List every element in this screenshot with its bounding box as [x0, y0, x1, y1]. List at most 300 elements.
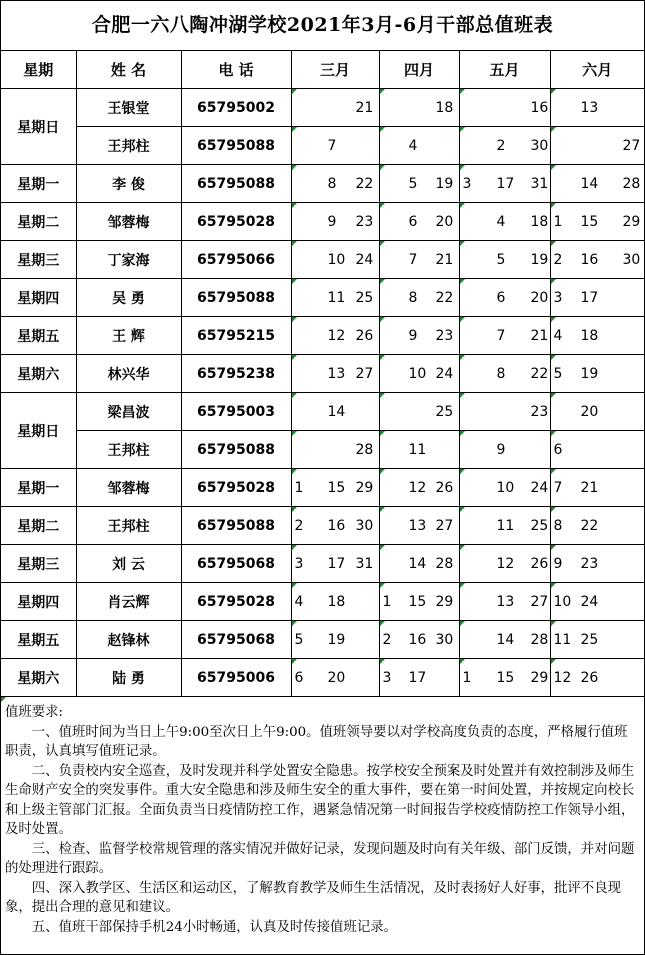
cell-comment-marker: [292, 393, 297, 398]
duty-date: 8: [496, 365, 506, 382]
cell-comment-marker: [460, 621, 465, 626]
duty-date: 28: [355, 441, 374, 458]
march-dates-cell: [291, 89, 379, 127]
table-row: [1, 241, 644, 279]
phone-cell: 65795066: [181, 241, 291, 279]
cell-comment-marker: [380, 279, 385, 284]
duty-date: 18: [327, 593, 346, 610]
duty-date: 16: [530, 99, 549, 116]
cell-comment-marker: [292, 89, 297, 94]
cell-comment-marker: [551, 431, 556, 436]
duty-date: 29: [355, 479, 374, 496]
duty-date: 16: [327, 517, 346, 534]
duty-date: 15: [580, 213, 599, 230]
requirement-item: 五、值班干部保持手机24小时畅通，认真及时传接值班记录。: [31, 919, 397, 935]
weekday-cell: 星期五: [1, 317, 76, 355]
name-cell: 吴 勇: [76, 279, 181, 317]
duty-date: 15: [327, 479, 346, 496]
duty-date: 2: [294, 517, 304, 534]
duty-date: 14: [496, 631, 515, 648]
march-dates-cell: [291, 507, 379, 545]
name-cell: 梁昌波: [76, 393, 181, 431]
header-may: 五月: [459, 51, 550, 89]
march-dates-cell: [291, 355, 379, 393]
march-dates-cell: [291, 203, 379, 241]
cell-comment-marker: [551, 469, 556, 474]
june-dates-cell: [550, 89, 644, 127]
duty-date: 22: [580, 517, 599, 534]
duty-date: 21: [580, 479, 599, 496]
duty-date: 10: [327, 251, 346, 268]
duty-date: 11: [408, 441, 427, 458]
duty-date: 7: [553, 479, 563, 496]
requirement-item: 一、值班时间为当日上午9:00至次日上午9:00。值班领导要以对学校高度负责的态度，严格履行值班职责，认真填写值班记录。: [5, 724, 628, 759]
duty-date: 11: [327, 289, 346, 306]
duty-date: 13: [327, 365, 346, 382]
duty-date: 1: [294, 479, 304, 496]
duty-date: 25: [530, 517, 549, 534]
weekday-cell: 星期二: [1, 203, 76, 241]
duty-date: 26: [435, 479, 454, 496]
name-cell: 邹蓉梅: [76, 203, 181, 241]
duty-date: 9: [496, 441, 506, 458]
duty-date: 19: [580, 365, 599, 382]
march-dates-cell: [291, 165, 379, 203]
duty-date: 22: [530, 365, 549, 382]
duty-date: 15: [496, 669, 515, 686]
may-dates-cell: [459, 393, 550, 431]
cell-comment-marker: [292, 621, 297, 626]
may-dates-cell: [459, 165, 550, 203]
june-dates-cell: [550, 241, 644, 279]
duty-date: 12: [327, 327, 346, 344]
may-dates-cell: [459, 203, 550, 241]
weekday-cell: 星期二: [1, 507, 76, 545]
may-dates-cell: [459, 659, 550, 697]
duty-date: 9: [408, 327, 418, 344]
duty-date: 1: [382, 593, 392, 610]
duty-requirements: [1, 697, 644, 937]
weekday-cell: 星期日: [1, 393, 76, 469]
cell-comment-marker: [292, 203, 297, 208]
cell-comment-marker: [292, 659, 297, 664]
may-dates-cell: [459, 355, 550, 393]
header-name: 姓 名: [76, 51, 181, 89]
duty-date: 4: [408, 137, 418, 154]
april-dates-cell: [379, 393, 459, 431]
june-dates-cell: [550, 469, 644, 507]
weekday-cell: 星期日: [1, 89, 76, 165]
table-row: [1, 89, 644, 127]
duty-date: 11: [553, 631, 572, 648]
duty-date: 30: [530, 137, 549, 154]
requirement-item: 三、检查、监督学校常规管理的落实情况并做好记录，发现问题及时向有关年级、部门反馈，并对问题的处理进行跟踪。: [5, 841, 635, 876]
duty-date: 7: [327, 137, 337, 154]
table-row: [1, 355, 644, 393]
cell-comment-marker: [460, 583, 465, 588]
duty-date: 22: [355, 175, 374, 192]
phone-cell: 65795068: [181, 545, 291, 583]
march-dates-cell: [291, 431, 379, 469]
april-dates-cell: [379, 89, 459, 127]
duty-date: 14: [327, 403, 346, 420]
duty-date: 14: [408, 555, 427, 572]
duty-date: 11: [496, 517, 515, 534]
duty-date: 28: [435, 555, 454, 572]
phone-cell: 65795088: [181, 127, 291, 165]
duty-date: 1: [462, 669, 472, 686]
phone-cell: 65795028: [181, 203, 291, 241]
table-row: [1, 203, 644, 241]
duty-date: 17: [580, 289, 599, 306]
duty-date: 17: [327, 555, 346, 572]
phone-cell: 65795215: [181, 317, 291, 355]
name-cell: 李 俊: [76, 165, 181, 203]
cell-comment-marker: [292, 545, 297, 550]
march-dates-cell: [291, 621, 379, 659]
duty-date: 13: [408, 517, 427, 534]
name-cell: 王邦柱: [76, 507, 181, 545]
duty-date: 14: [580, 175, 599, 192]
cell-comment-marker: [292, 317, 297, 322]
duty-date: 20: [327, 669, 346, 686]
cell-comment-marker: [551, 659, 556, 664]
june-dates-cell: [550, 545, 644, 583]
duty-table-body: [1, 89, 644, 697]
may-dates-cell: [459, 317, 550, 355]
duty-date: 27: [435, 517, 454, 534]
phone-cell: 65795088: [181, 165, 291, 203]
cell-comment-marker: [551, 507, 556, 512]
duty-date: 30: [355, 517, 374, 534]
cell-comment-marker: [551, 279, 556, 284]
duty-date: 12: [408, 479, 427, 496]
cell-comment-marker: [292, 241, 297, 246]
phone-cell: 65795002: [181, 89, 291, 127]
weekday-cell: 星期四: [1, 583, 76, 621]
june-dates-cell: [550, 127, 644, 165]
march-dates-cell: [291, 279, 379, 317]
table-row: [1, 317, 644, 355]
cell-comment-marker: [460, 431, 465, 436]
table-row: [1, 507, 644, 545]
march-dates-cell: [291, 583, 379, 621]
name-cell: 王邦柱: [76, 431, 181, 469]
april-dates-cell: [379, 127, 459, 165]
cell-comment-marker: [551, 583, 556, 588]
cell-comment-marker: [292, 469, 297, 474]
cell-comment-marker: [380, 89, 385, 94]
duty-date: 25: [355, 289, 374, 306]
duty-date: 31: [355, 555, 374, 572]
april-dates-cell: [379, 621, 459, 659]
duty-date: 12: [496, 555, 515, 572]
cell-comment-marker: [380, 127, 385, 132]
duty-date: 21: [530, 327, 549, 344]
duty-date: 6: [496, 289, 506, 306]
cell-comment-marker: [292, 507, 297, 512]
duty-date: 2: [496, 137, 506, 154]
june-dates-cell: [550, 355, 644, 393]
duty-date: 28: [622, 175, 641, 192]
weekday-cell: 星期一: [1, 469, 76, 507]
requirement-item: 二、负责校内安全巡查，及时发现并科学处置安全隐患。按学校安全预案及时处置并有效控制涉及师生生命财产安全的突发事件。重大安全隐患和涉及师生安全的重大事件，要在第一时间处置，并按规定向校长和上级主管部门汇报。全面负责当日疫情防控工作，遇紧急情况第一时间报告学校疫情防控工作领导小组，及时处置。: [5, 763, 635, 837]
duty-date: 30: [622, 251, 641, 268]
april-dates-cell: [379, 165, 459, 203]
duty-date: 26: [530, 555, 549, 572]
name-cell: 丁家海: [76, 241, 181, 279]
phone-cell: 65795088: [181, 279, 291, 317]
duty-date: 9: [553, 555, 563, 572]
march-dates-cell: [291, 469, 379, 507]
march-dates-cell: [291, 545, 379, 583]
duty-date: 21: [435, 251, 454, 268]
duty-date: 27: [622, 137, 641, 154]
duty-date: 30: [435, 631, 454, 648]
june-dates-cell: [550, 279, 644, 317]
duty-date: 28: [530, 631, 549, 648]
cell-comment-marker: [551, 165, 556, 170]
june-dates-cell: [550, 317, 644, 355]
duty-date: 19: [435, 175, 454, 192]
june-dates-cell: [550, 165, 644, 203]
cell-comment-marker: [460, 165, 465, 170]
april-dates-cell: [379, 355, 459, 393]
cell-comment-marker: [551, 127, 556, 132]
cell-comment-marker: [460, 203, 465, 208]
duty-date: 3: [462, 175, 472, 192]
name-cell: 王银堂: [76, 89, 181, 127]
duty-date: 2: [382, 631, 392, 648]
duty-date: 27: [530, 593, 549, 610]
cell-comment-marker: [380, 317, 385, 322]
table-row: [1, 545, 644, 583]
march-dates-cell: [291, 659, 379, 697]
header-phone: 电 话: [181, 51, 291, 89]
duty-date: 24: [435, 365, 454, 382]
june-dates-cell: [550, 583, 644, 621]
april-dates-cell: [379, 545, 459, 583]
april-dates-cell: [379, 241, 459, 279]
phone-cell: 65795088: [181, 507, 291, 545]
may-dates-cell: [459, 469, 550, 507]
may-dates-cell: [459, 431, 550, 469]
duty-date: 25: [580, 631, 599, 648]
april-dates-cell: [379, 431, 459, 469]
duty-date: 6: [553, 441, 563, 458]
duty-date: 20: [435, 213, 454, 230]
march-dates-cell: [291, 393, 379, 431]
duty-date: 10: [553, 593, 572, 610]
june-dates-cell: [550, 203, 644, 241]
duty-date: 18: [530, 213, 549, 230]
april-dates-cell: [379, 469, 459, 507]
weekday-cell: 星期五: [1, 621, 76, 659]
cell-comment-marker: [460, 279, 465, 284]
june-dates-cell: [550, 621, 644, 659]
weekday-cell: 星期四: [1, 279, 76, 317]
cell-comment-marker: [380, 621, 385, 626]
page-title: 合肥一六八陶冲湖学校2021年3月-6月干部总值班表: [1, 1, 644, 51]
duty-date: 19: [530, 251, 549, 268]
duty-date: 26: [580, 669, 599, 686]
phone-cell: 65795068: [181, 621, 291, 659]
duty-date: 5: [553, 365, 563, 382]
name-cell: 陆 勇: [76, 659, 181, 697]
duty-date: 19: [327, 631, 346, 648]
cell-comment-marker: [292, 279, 297, 284]
cell-comment-marker: [380, 469, 385, 474]
cell-comment-marker: [380, 659, 385, 664]
duty-date: 5: [294, 631, 304, 648]
requirement-item: 四、深入教学区、生活区和运动区，了解教育教学及师生生活情况，及时表扬好人好事，批评不良现象，提出合理的意见和建议。: [5, 880, 621, 915]
cell-comment-marker: [551, 317, 556, 322]
cell-comment-marker: [1, 697, 6, 702]
header-april: 四月: [379, 51, 459, 89]
duty-date: 27: [355, 365, 374, 382]
duty-date: 25: [435, 403, 454, 420]
cell-comment-marker: [292, 431, 297, 436]
duty-date: 7: [496, 327, 506, 344]
duty-date: 2: [553, 251, 563, 268]
may-dates-cell: [459, 241, 550, 279]
duty-date: 6: [408, 213, 418, 230]
april-dates-cell: [379, 507, 459, 545]
cell-comment-marker: [460, 545, 465, 550]
duty-date: 5: [496, 251, 506, 268]
june-dates-cell: [550, 659, 644, 697]
duty-date: 3: [553, 289, 563, 306]
weekday-cell: 星期三: [1, 241, 76, 279]
duty-date: 4: [553, 327, 563, 344]
duty-date: 3: [294, 555, 304, 572]
duty-date: 5: [408, 175, 418, 192]
duty-date: 31: [530, 175, 549, 192]
name-cell: 刘 云: [76, 545, 181, 583]
phone-cell: 65795088: [181, 431, 291, 469]
cell-comment-marker: [460, 89, 465, 94]
cell-comment-marker: [551, 203, 556, 208]
cell-comment-marker: [460, 659, 465, 664]
cell-comment-marker: [460, 507, 465, 512]
duty-date: 7: [408, 251, 418, 268]
requirements-heading: 值班要求:: [5, 705, 64, 720]
cell-comment-marker: [460, 355, 465, 360]
cell-comment-marker: [380, 431, 385, 436]
duty-date: 3: [382, 669, 392, 686]
duty-date: 6: [294, 669, 304, 686]
march-dates-cell: [291, 317, 379, 355]
duty-date: 16: [580, 251, 599, 268]
weekday-cell: 星期一: [1, 165, 76, 203]
duty-date: 10: [496, 479, 515, 496]
cell-comment-marker: [292, 583, 297, 588]
march-dates-cell: [291, 241, 379, 279]
cell-comment-marker: [551, 621, 556, 626]
may-dates-cell: [459, 545, 550, 583]
cell-comment-marker: [460, 241, 465, 246]
may-dates-cell: [459, 127, 550, 165]
cell-comment-marker: [380, 203, 385, 208]
table-row: [1, 469, 644, 507]
cell-comment-marker: [380, 583, 385, 588]
june-dates-cell: [550, 431, 644, 469]
weekday-cell: 星期六: [1, 355, 76, 393]
duty-date: 8: [327, 175, 337, 192]
table-row: [1, 165, 644, 203]
cell-comment-marker: [460, 127, 465, 132]
cell-comment-marker: [551, 393, 556, 398]
cell-comment-marker: [551, 545, 556, 550]
duty-date: 1: [553, 213, 563, 230]
duty-date: 23: [530, 403, 549, 420]
april-dates-cell: [379, 203, 459, 241]
duty-date: 13: [496, 593, 515, 610]
duty-date: 12: [553, 669, 572, 686]
april-dates-cell: [379, 583, 459, 621]
june-dates-cell: [550, 507, 644, 545]
may-dates-cell: [459, 279, 550, 317]
duty-date: 24: [355, 251, 374, 268]
cell-comment-marker: [551, 89, 556, 94]
cell-comment-marker: [380, 507, 385, 512]
header-row: [1, 51, 644, 89]
may-dates-cell: [459, 621, 550, 659]
duty-date: 17: [496, 175, 515, 192]
name-cell: 邹蓉梅: [76, 469, 181, 507]
phone-cell: 65795028: [181, 469, 291, 507]
table-row: [1, 431, 644, 469]
duty-date: 15: [408, 593, 427, 610]
duty-date: 18: [580, 327, 599, 344]
duty-date: 20: [530, 289, 549, 306]
cell-comment-marker: [460, 393, 465, 398]
phone-cell: 65795028: [181, 583, 291, 621]
may-dates-cell: [459, 89, 550, 127]
table-row: [1, 659, 644, 697]
cell-comment-marker: [551, 241, 556, 246]
cell-comment-marker: [380, 165, 385, 170]
cell-comment-marker: [380, 355, 385, 360]
duty-date: 4: [496, 213, 506, 230]
duty-date: 29: [530, 669, 549, 686]
duty-date: 8: [553, 517, 563, 534]
may-dates-cell: [459, 507, 550, 545]
duty-date: 29: [435, 593, 454, 610]
duty-date: 17: [408, 669, 427, 686]
april-dates-cell: [379, 279, 459, 317]
duty-date: 23: [580, 555, 599, 572]
duty-date: 24: [530, 479, 549, 496]
april-dates-cell: [379, 659, 459, 697]
name-cell: 王 辉: [76, 317, 181, 355]
weekday-cell: 星期六: [1, 659, 76, 697]
duty-date: 13: [580, 99, 599, 116]
duty-date: 29: [622, 213, 641, 230]
cell-comment-marker: [292, 355, 297, 360]
duty-date: 16: [408, 631, 427, 648]
duty-date: 9: [327, 213, 337, 230]
phone-cell: 65795006: [181, 659, 291, 697]
duty-date: 10: [408, 365, 427, 382]
name-cell: 赵锋林: [76, 621, 181, 659]
duty-date: 4: [294, 593, 304, 610]
table-row: [1, 393, 644, 431]
duty-date: 24: [580, 593, 599, 610]
cell-comment-marker: [380, 241, 385, 246]
table-row: [1, 583, 644, 621]
table-row: [1, 127, 644, 165]
